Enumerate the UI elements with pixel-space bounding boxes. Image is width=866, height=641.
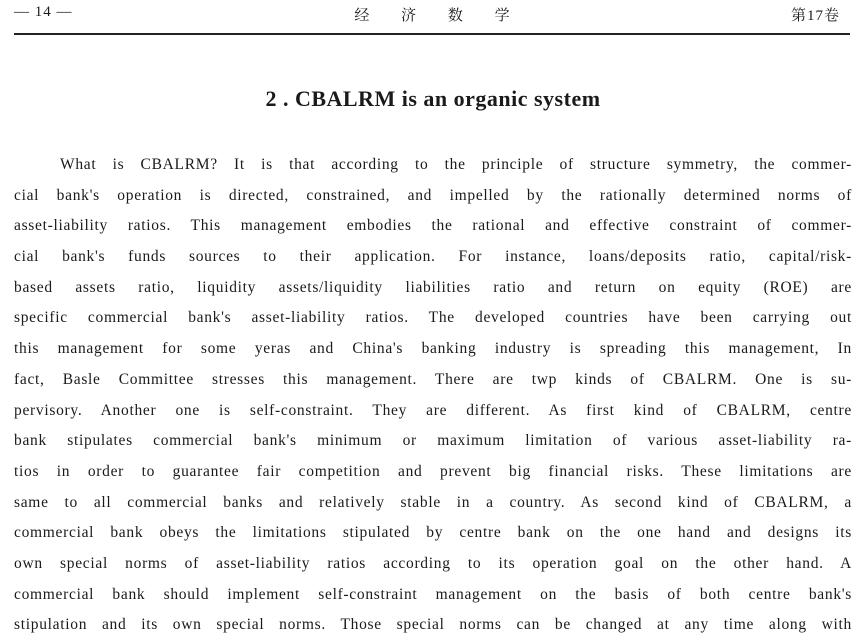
volume-label: 第17卷 — [790, 8, 840, 24]
journal-name: 经 济 数 学 — [354, 8, 524, 24]
text-line: specific commercial bank's asset-liability ratios. The developed countries have been carrying out — [14, 309, 852, 327]
text-line: pervisory. Another one is self-constraint. They are different. As first kind of CBALRM, centre — [14, 401, 852, 419]
text-line: tios in order to guarantee fair competition and prevent big financial risks. These limitations are — [14, 462, 852, 480]
text-line: bank stipulates commercial bank's minimum or maximum limitation of various asset-liability ra- — [14, 432, 852, 450]
text-line: based assets ratio, liquidity assets/liquidity liabilities ratio and return on equity (ROE) are — [14, 278, 852, 296]
page-number: — 14 — — [14, 4, 73, 20]
text-line: commercial bank should implement self-constraint management on the basis of both centre bank's — [14, 585, 852, 603]
body-paragraph — [14, 150, 852, 641]
text-line: cial bank's funds sources to their application. For instance, loans/deposits ratio, capital/risk- — [14, 248, 852, 266]
text-line: fact, Basle Committee stresses this management. There are twp kinds of CBALRM. One is su- — [14, 370, 852, 388]
text-line: asset-liability ratios. This management embodies the rational and effective constraint of commer- — [14, 217, 852, 235]
text-line: this management for some yeras and China's banking industry is spreading this management, In — [14, 340, 852, 358]
section-title: 2 . CBALRM is an organic system — [265, 86, 601, 111]
text-line: own special norms of asset-liability ratios according to its operation goal on the other hand. A — [14, 554, 852, 572]
text-line: stipulation and its own special norms. Those special norms can be changed at any time along with — [14, 616, 852, 634]
text-line: commercial bank obeys the limitations stipulated by centre bank on the one hand and designs its — [14, 524, 852, 542]
running-header — [14, 4, 850, 26]
text-line: cial bank's operation is directed, constrained, and impelled by the rationally determined norms of — [14, 186, 852, 204]
text-line: same to all commercial banks and relatively stable in a country. As second kind of CBALRM, a — [14, 493, 852, 511]
header-rule — [14, 33, 850, 35]
text-line: What is CBALRM? It is that according to the principle of structure symmetry, the commer- — [60, 156, 852, 173]
